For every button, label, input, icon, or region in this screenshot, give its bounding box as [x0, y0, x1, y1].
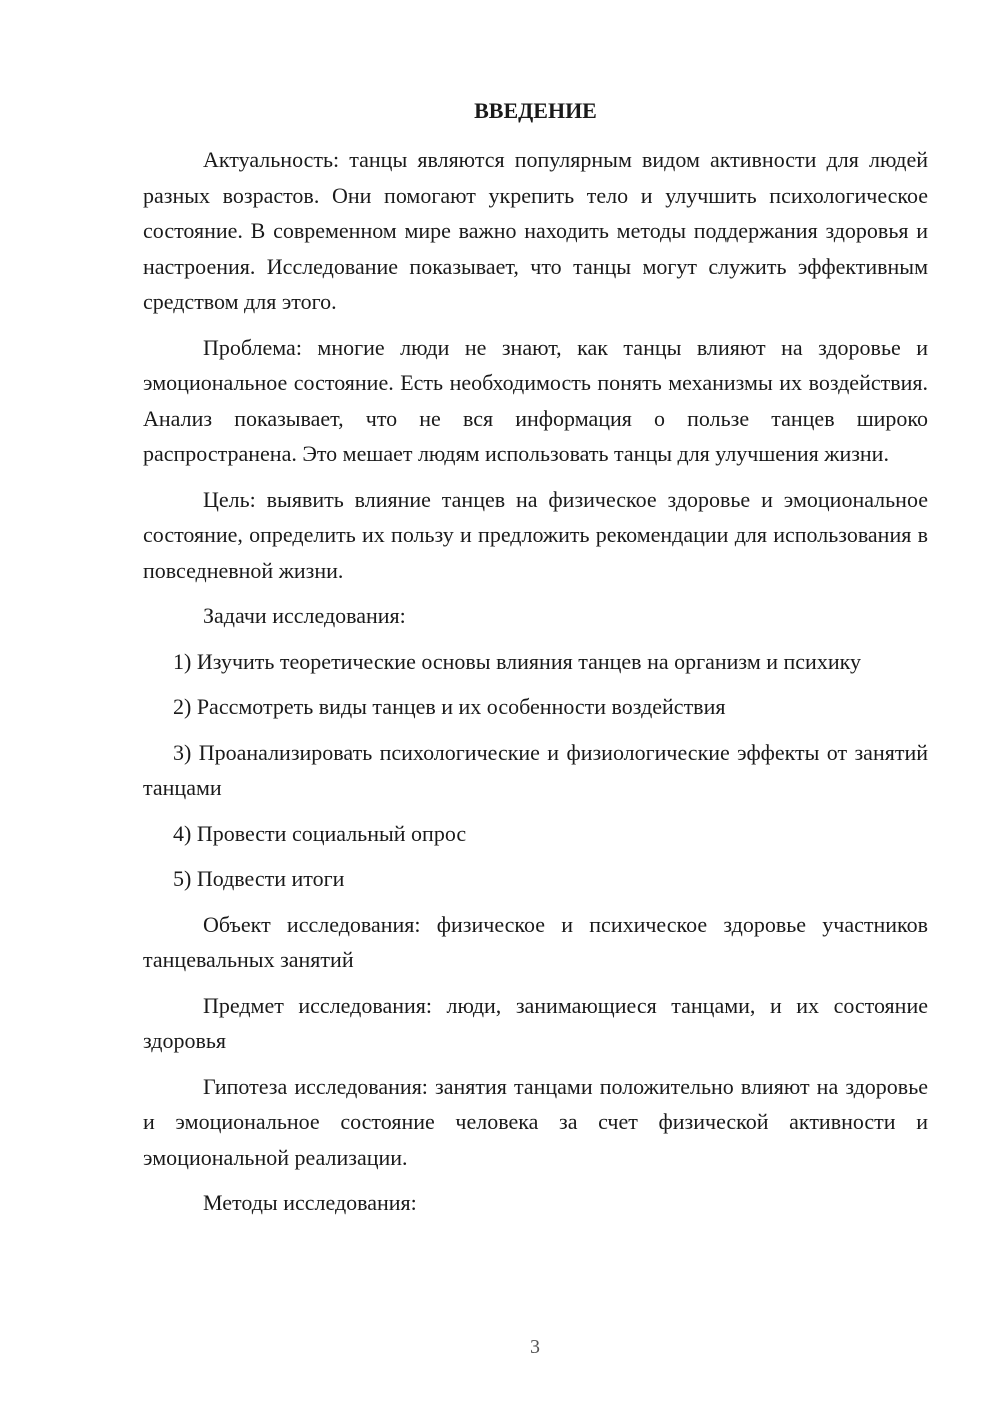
- tasks-heading: Задачи исследования:: [203, 603, 406, 628]
- task-item-1: 1) Изучить теоретические основы влияния танцев на организм и психику: [173, 648, 861, 674]
- task-item-3: 3) Проанализировать психологические и физиологические эффекты от занятий танцами: [143, 739, 928, 800]
- problem-paragraph: Проблема: многие люди не знают, как танцы влияют на здоровье и эмоциональное состояние. Есть необходимость понять механизмы их воздействия. Анализ показывает, что не вся информация о пользе танцев широко распространена. Это мешает людям использовать танцы для улучшения жизни.: [143, 334, 928, 466]
- document-body: [143, 142, 928, 1231]
- page-number: 3: [530, 1336, 540, 1358]
- relevance-paragraph: Актуальность: танцы являются популярным видом активности для людей разных возрастов. Они помогают укрепить тело и улучшить психологическое состояние. В современном мире важно находить методы поддержания здоровья и настроения. Исследование показывает, что танцы могут служить эффективным средством для этого.: [143, 147, 928, 314]
- subject-paragraph: Предмет исследования: люди, занимающиеся танцами, и их состояние здоровья: [143, 992, 928, 1053]
- methods-heading: Методы исследования:: [203, 1190, 417, 1215]
- task-item-2: 2) Рассмотреть виды танцев и их особенности воздействия: [173, 694, 726, 719]
- hypothesis-paragraph: Гипотеза исследования: занятия танцами положительно влияют на здоровье и эмоциональное состояние человека за счет физической активности и эмоциональной реализации.: [143, 1073, 928, 1170]
- task-item-5: 5) Подвести итоги: [173, 866, 345, 891]
- page-title: ВВЕДЕНИЕ: [474, 98, 597, 123]
- object-paragraph: Объект исследования: физическое и психическое здоровье участников танцевальных занятий: [143, 911, 928, 972]
- goal-paragraph: Цель: выявить влияние танцев на физическое здоровье и эмоциональное состояние, определить их пользу и предложить рекомендации для использования в повседневной жизни.: [143, 486, 928, 583]
- task-item-4: 4) Провести социальный опрос: [173, 820, 467, 846]
